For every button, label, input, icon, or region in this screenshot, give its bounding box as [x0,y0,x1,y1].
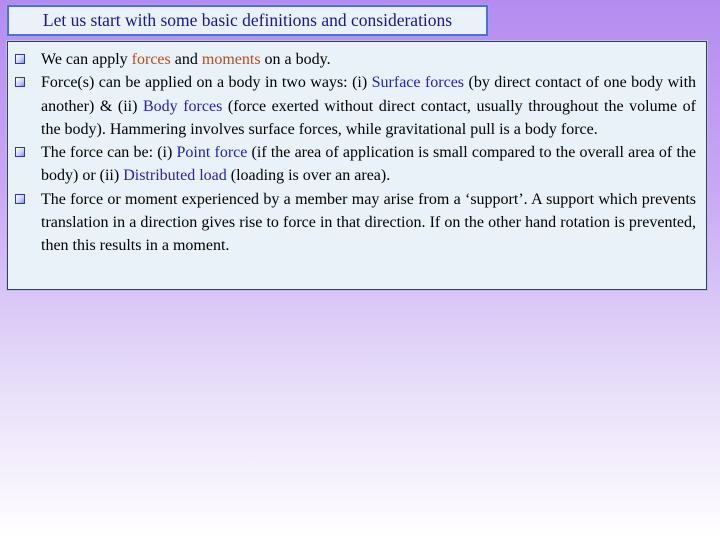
bullet-item-forces-moments [14,48,696,71]
bullet-text: (if the area of application is small compared to the overall area of the body) or (ii) [41,144,696,185]
bullet-item-surface-body-forces [14,71,696,141]
bullet-list [14,48,696,258]
hollow-square-bullet-icon [15,54,25,64]
bullet-text: The force or moment experienced by a member may arise from a ‘support’. A support which prevents translation in a direction gives rise to force in that direction. If on the other hand rotation is prevented, then this results in a moment. [41,190,696,255]
content-box [7,41,707,290]
hollow-square-bullet-icon [15,77,25,87]
slide-title: Let us start with some basic definitions and considerations [42,10,453,30]
term-surface-forces: Surface forces [371,74,465,92]
term-forces: forces [131,51,171,68]
bullet-text: We can apply [41,51,132,68]
bullet-text: and [170,51,202,68]
bullet-text: on a body. [260,51,331,68]
term-point-force: Point force [176,144,248,162]
term-distributed-load: Distributed load [123,167,227,185]
bullet-text: (by direct contact of one body with another) & (ii) [41,74,697,115]
term-body-forces: Body forces [142,97,223,115]
bullet-text: The force can be: (i) [41,144,177,162]
bullet-text: Force(s) can be applied on a body in two ways: (i) [41,74,372,92]
hollow-square-bullet-icon [15,194,25,204]
bullet-text: (loading is over an area). [226,167,391,185]
bullet-text: (force exerted without direct contact, usually throughout the volume of the body). Hammering involves surface forces, while gravitational pull is a body force. [41,97,697,138]
bullet-item-point-distributed [14,141,696,188]
title-box [7,5,488,36]
term-moments: moments [201,51,261,68]
hollow-square-bullet-icon [15,147,25,157]
bullet-item-support [14,188,696,258]
